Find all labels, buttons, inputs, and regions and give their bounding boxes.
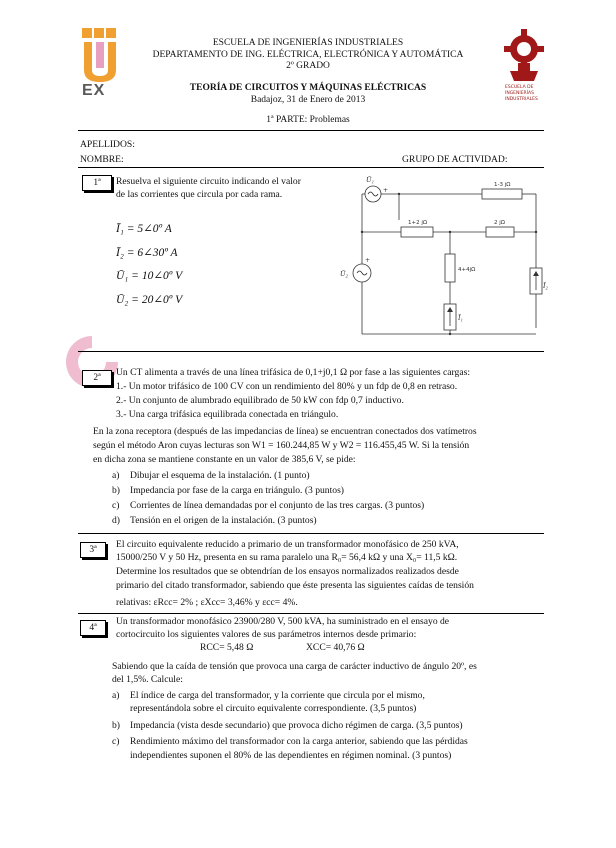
problem-4-number: 4ª — [80, 620, 106, 636]
circuit-label-z-vertical: 4+4jΩ — [458, 267, 476, 273]
circuit-label-u1: Ū₁ — [366, 175, 375, 184]
problem-4-question-b-letter: b) — [112, 720, 120, 731]
problem-2-question-b: Impedancia por fase de la carga en triángulo. (3 puntos) — [130, 485, 344, 496]
problem-3-line-1: El circuito equivalente reducido a primario de un transformador monofásico de 250 kVA, — [116, 539, 459, 550]
school-logo-line-2: INGENIERÍAS — [505, 91, 534, 96]
problem-4-param-rcc: RCC= 5,48 Ω — [200, 642, 254, 653]
school-logo-line-1: ESCUELA DE — [505, 85, 534, 90]
problem-4-line-1: Un transformador monofásico 23900/280 V, 500 kVA, ha suministrado en el ensayo de — [116, 616, 450, 627]
circuit-plus-left: + — [365, 257, 371, 264]
problem-2-question-a: Dibujar el esquema de la instalación. (1 punto) — [130, 470, 310, 481]
problem-2-paragraph-line-3: en dicha zona se mantiene constante en un valor de 385,6 V, se pide: — [93, 454, 356, 465]
problem-4-question-a-line-1: El índice de carga del transformador, y la corriente que circula por el mismo, — [130, 690, 425, 701]
problem-1-current-i2: Ī₂ = 6∠30º A — [116, 247, 178, 259]
group-label: GRUPO DE ACTIVIDAD: — [402, 154, 508, 165]
problem-4-question-b-line-1: Impedancia (vista desde secundario) que provoca dicho régimen de carga. (3,5 puntos) — [130, 720, 463, 731]
problem-4-question-c-letter: c) — [112, 736, 120, 747]
impedance-mid-left — [401, 227, 433, 237]
circuit-label-z-top: 1-3 jΩ — [494, 182, 511, 188]
problem-2-paragraph-line-2: según el método Aron cuyas lecturas son W1 = 160.244,85 W y W2 = 116.455,45 W. Si la tensión — [93, 440, 470, 451]
circuit-label-i2: Ī₂ — [543, 282, 548, 290]
problem-2-question-d: Tensión en el origen de la instalación. (3 puntos) — [130, 515, 317, 526]
problem-2-paragraph-line-1: En la zona receptora (después de las impedancias de línea) se encuentran conectados dos vatímetros — [93, 426, 477, 437]
problem-2-divider — [78, 533, 544, 534]
circuit-label-z-mid-left: 1+2 jΩ — [408, 220, 428, 226]
problem-1-circuit — [336, 170, 548, 342]
uex-logo-text: EX — [82, 82, 106, 99]
problem-1-voltage-u1: Ū₁ = 10∠0º V — [116, 270, 183, 282]
school-logo-line-3: INDUSTRIALES — [505, 97, 538, 102]
problem-4-question-a-letter: a) — [112, 690, 120, 701]
problem-2-question-b-letter: b) — [112, 485, 120, 496]
circuit-label-u2: Ū₂ — [340, 269, 349, 278]
circuit-label-i1: Ī₁ — [458, 314, 463, 322]
problem-3-line-3: Determine los resultados que se obtendrían de los ensayos normalizados realizados desde — [116, 566, 459, 577]
problem-1-statement-line-1: Resuelva el siguiente circuito indicando el valor — [116, 176, 301, 187]
department-name: DEPARTAMENTO DE ING. ELÉCTRICA, ELECTRÓNICA Y AUTOMÁTICA — [152, 50, 464, 60]
problem-3-number: 3ª — [80, 542, 106, 558]
problem-2-question-c-letter: c) — [112, 500, 120, 511]
circuit-label-z-mid-right: 2 jΩ — [494, 220, 505, 226]
problem-1-voltage-u2: Ū₂ = 20∠0º V — [116, 294, 183, 306]
circuit-plus-top: + — [383, 187, 389, 194]
exam-date: Badajoz, 31 de Enero de 2013 — [250, 95, 366, 105]
problem-1-divider — [78, 351, 544, 352]
problem-4-param-xcc: XCC= 40,76 Ω — [306, 642, 365, 653]
problem-2-question-c: Corrientes de línea demandadas por el conjunto de las tres cargas. (3 puntos) — [130, 500, 425, 511]
problem-2-load-1: 1.- Un motor trifásico de 100 CV con un rendimiento del 80% y un fdp de 0,8 en retraso. — [116, 381, 458, 392]
problem-4-question-a-line-2: representándola sobre el circuito equivalente correspondiente. (3,5 puntos) — [130, 703, 417, 714]
exam-part: 1ª PARTE: Problemas — [266, 115, 350, 125]
problem-1-current-i1: Ī₁ = 5∠0º A — [116, 223, 172, 235]
problem-4-question-c-line-1: Rendimiento máximo del transformador con la carga anterior, sabiendo que las pérdidas — [130, 736, 468, 747]
header-divider — [78, 130, 544, 131]
problem-2-question-d-letter: d) — [112, 515, 120, 526]
problem-2-load-3: 3.- Una carga trifásica equilibrada conectada en triángulo. — [116, 409, 339, 420]
surname-label: APELLIDOS: — [80, 139, 135, 150]
problem-4-paragraph-line-2: del 1,5%. Calcule: — [112, 674, 183, 685]
problem-4-question-c-line-2: independientes suponen el 80% de las dependientes en régimen nominal. (3 puntos) — [130, 750, 452, 761]
impedance-top — [482, 189, 522, 199]
problem-2-load-2: 2.- Un conjunto de alumbrado equilibrado de 50 kW con fdp 0,7 inductivo. — [116, 395, 404, 406]
problem-1-number: 1ª — [82, 175, 112, 191]
school-name: ESCUELA DE INGENIERÍAS INDUSTRIALES — [212, 38, 404, 48]
problem-3-line-2: 15000/250 V y 50 Hz, presenta en su rama paralelo una R₀= 56,4 kΩ y una X₀= 11,5 kΩ. — [116, 552, 458, 563]
problem-4-paragraph-line-1: Sabiendo que la caída de tensión que provoca una carga de carácter inductivo de ángulo 20º, es — [112, 661, 477, 672]
problem-3-line-4: primario del citado transformador, sabiendo que éste presenta las siguientes caídas de tensión — [116, 580, 474, 591]
problem-3-line-5: relativas: εRcc= 2% ; εXcc= 3,46% y εcc= 4%. — [116, 597, 298, 608]
problem-1-statement-line-2: de las corrientes que circula por cada rama. — [116, 189, 283, 200]
impedance-mid-right — [486, 227, 514, 237]
problem-2-number: 2ª — [82, 370, 112, 386]
name-label: NOMBRE: — [80, 154, 124, 165]
grade: 2º GRADO — [286, 61, 330, 71]
problem-2-intro: Un CT alimenta a través de una línea trifásica de 0,1+j0,1 Ω por fase a las siguientes cargas: — [116, 367, 470, 378]
problem-2-question-a-letter: a) — [112, 470, 120, 481]
impedance-vertical — [445, 254, 455, 282]
problem-3-divider — [78, 613, 544, 614]
problem-4-line-2: cortocircuito los siguientes valores de sus parámetros internos desde primario: — [116, 629, 417, 640]
course-title: TEORÍA DE CIRCUITOS Y MÁQUINAS ELÉCTRICAS — [189, 83, 427, 93]
student-divider — [78, 167, 544, 168]
